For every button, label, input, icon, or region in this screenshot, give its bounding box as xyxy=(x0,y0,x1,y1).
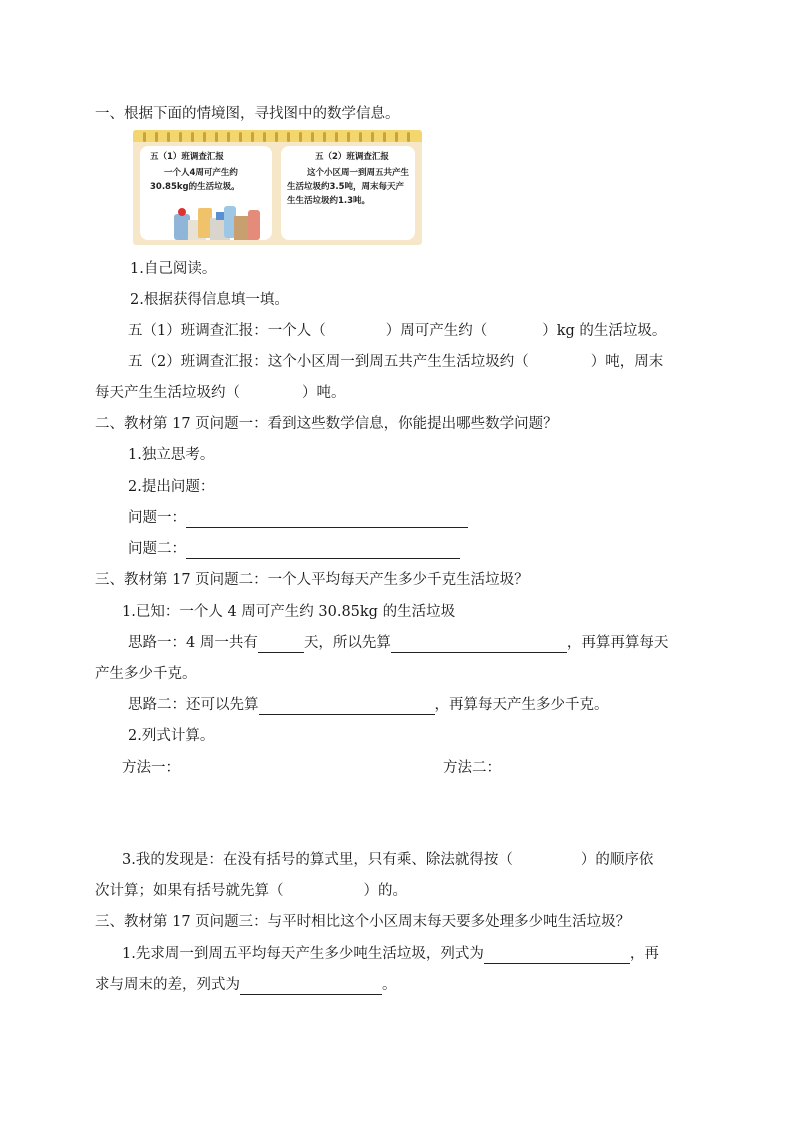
weekday-average-formula-blank[interactable] xyxy=(484,947,630,964)
question2-blank[interactable] xyxy=(186,542,460,559)
report-card-class2 xyxy=(281,146,415,240)
report-card-class1-text: 一个人4周可产生约30.85kg的生活垃圾。 xyxy=(150,168,240,192)
finding-line2: 次计算；如果有括号就先算（ ）的。 xyxy=(95,883,407,899)
section2-heading: 二、教材第 17 页问题一：看到这些数学信息，你能提出哪些数学问题？ xyxy=(95,416,558,432)
idea2-line: 思路二：还可以先算 ，再算每天产生多少千克。 xyxy=(128,697,609,713)
question2-line: 问题二： xyxy=(128,539,460,559)
fill-class2-line: 五（2）班调查汇报：这个小区周一到周五共产生生活垃圾约（ ）吨，周末 xyxy=(128,354,664,370)
s4-line1: 1.先求周一到周五平均每天产生多少吨生活垃圾，列式为 ，再 xyxy=(122,946,659,962)
situation-picture xyxy=(133,130,422,245)
fill-class1-line: 五（1）班调查汇报：一个人（ ）周可产生约（ ）kg 的生活垃圾。 xyxy=(128,323,667,339)
s1-item2: 2.根据获得信息填一填。 xyxy=(130,292,289,308)
method2-label: 方法二： xyxy=(443,760,501,776)
s4-line2: 求与周末的差，列式为 。 xyxy=(95,977,397,993)
s1-item1: 1.自己阅读。 xyxy=(130,261,217,277)
idea1-days-blank[interactable] xyxy=(258,636,304,653)
report-card-class1-title: 五（1）班调查汇报 xyxy=(150,152,224,162)
s3-known: 1.已知：一个人 4 周可产生约 30.85kg 的生活垃圾 xyxy=(122,604,456,620)
idea1-first-step-blank[interactable] xyxy=(391,636,567,653)
method1-label: 方法一： xyxy=(122,760,180,776)
s2-item2: 2.提出问题： xyxy=(128,479,215,495)
report-card-class2-title: 五（2）班调查汇报 xyxy=(315,152,389,162)
fill-class2-line2: 每天产生生活垃圾约（ ）吨。 xyxy=(95,385,346,401)
idea1-line2: 产生多少千克。 xyxy=(95,666,197,682)
garbage-pile-icon xyxy=(168,200,268,242)
report-card-class2-text: 这个小区周一到周五共产生生活垃圾约3.5吨，周末每天产生生活垃圾约1.3吨。 xyxy=(287,168,410,206)
idea2-first-step-blank[interactable] xyxy=(259,698,435,715)
question1-blank[interactable] xyxy=(186,511,468,528)
s2-item1: 1.独立思考。 xyxy=(128,447,215,463)
section4-heading: 三、教材第 17 页问题三：与平时相比这个小区周末每天要多处理多少吨生活垃圾？ xyxy=(95,914,631,930)
report-card-class1 xyxy=(140,146,272,240)
question1-line: 问题一： xyxy=(128,508,468,528)
idea1-line: 思路一：4 周一共有 天，所以先算 ，再算再算每天 xyxy=(128,635,669,651)
difference-formula-blank[interactable] xyxy=(240,978,382,995)
finding-line: 3.我的发现是：在没有括号的算式里，只有乘、除法就得按（ ）的顺序依 xyxy=(122,852,654,868)
section1-heading: 一、根据下面的情境图，寻找图中的数学信息。 xyxy=(95,106,400,122)
s3-item2: 2.列式计算。 xyxy=(128,728,215,744)
section3-heading: 三、教材第 17 页问题二：一个人平均每天产生多少千克生活垃圾？ xyxy=(95,572,529,588)
notebook-rings xyxy=(133,130,422,142)
